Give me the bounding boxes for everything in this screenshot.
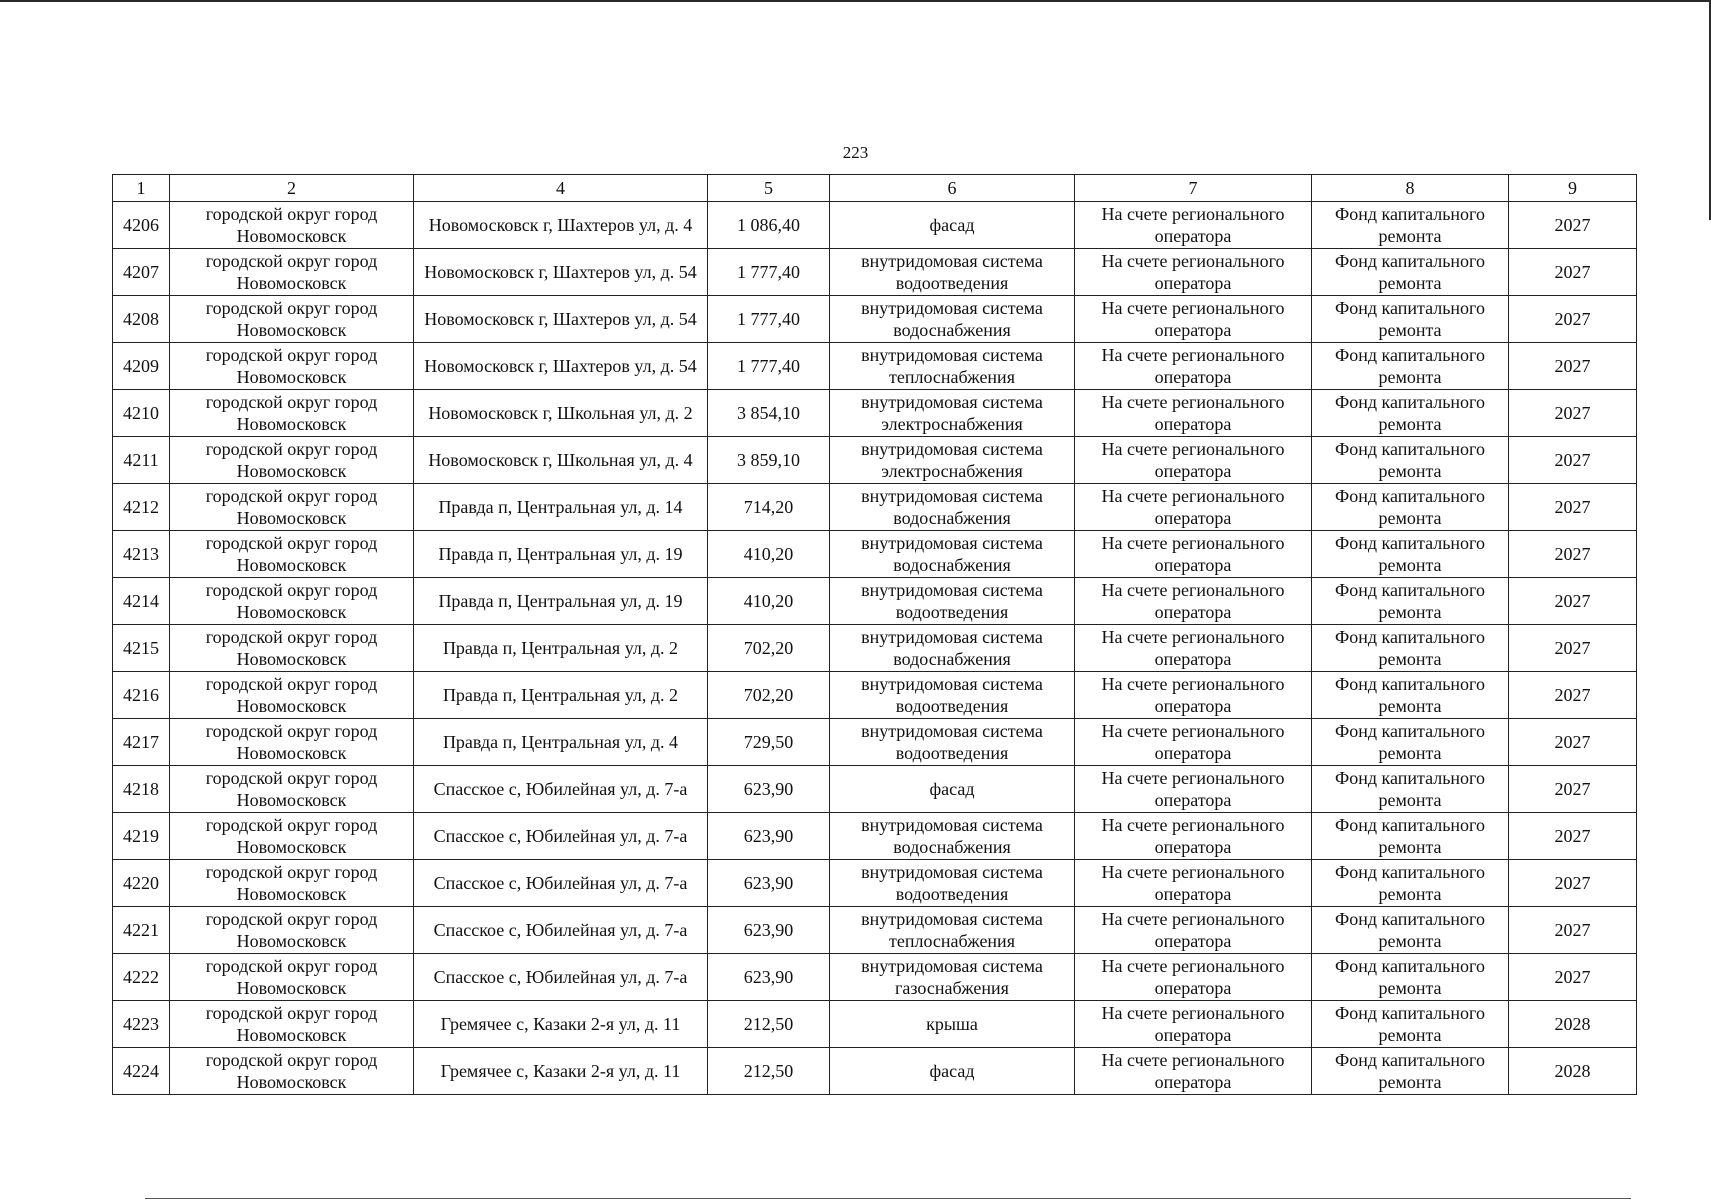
district-cell: городской округ город Новомосковск (170, 719, 414, 766)
column-number-cell: 4 (414, 175, 708, 202)
year-cell: 2027 (1509, 343, 1637, 390)
row-number-cell: 4209 (113, 343, 170, 390)
district-cell: городской округ город Новомосковск (170, 1001, 414, 1048)
repair-element-cell: фасад (830, 1048, 1075, 1095)
table-row (113, 719, 1637, 766)
fund-cell: Фонд капитального ремонта (1312, 907, 1509, 954)
fund-cell: Фонд капитального ремонта (1312, 390, 1509, 437)
account-cell: На счете регионального оператора (1075, 437, 1312, 484)
repair-element-cell: внутридомовая система электроснабжения (830, 437, 1075, 484)
capital-repair-table (112, 174, 1637, 1095)
account-cell: На счете регионального оператора (1075, 907, 1312, 954)
account-cell: На счете регионального оператора (1075, 296, 1312, 343)
year-cell: 2027 (1509, 296, 1637, 343)
row-number-cell: 4213 (113, 531, 170, 578)
repair-element-cell: внутридомовая система теплоснабжения (830, 907, 1075, 954)
area-cell: 1 777,40 (708, 249, 830, 296)
year-cell: 2027 (1509, 719, 1637, 766)
area-cell: 212,50 (708, 1048, 830, 1095)
repair-element-cell: внутридомовая система водоотведения (830, 719, 1075, 766)
district-cell: городской округ город Новомосковск (170, 907, 414, 954)
district-cell: городской округ город Новомосковск (170, 1048, 414, 1095)
year-cell: 2027 (1509, 860, 1637, 907)
address-cell: Правда п, Центральная ул, д. 19 (414, 531, 708, 578)
year-cell: 2027 (1509, 954, 1637, 1001)
district-cell: городской округ город Новомосковск (170, 531, 414, 578)
table-row (113, 390, 1637, 437)
district-cell: городской округ город Новомосковск (170, 249, 414, 296)
column-number-cell: 1 (113, 175, 170, 202)
account-cell: На счете регионального оператора (1075, 531, 1312, 578)
table-row (113, 578, 1637, 625)
district-cell: городской округ город Новомосковск (170, 437, 414, 484)
fund-cell: Фонд капитального ремонта (1312, 1001, 1509, 1048)
fund-cell: Фонд капитального ремонта (1312, 249, 1509, 296)
row-number-cell: 4223 (113, 1001, 170, 1048)
account-cell: На счете регионального оператора (1075, 813, 1312, 860)
area-cell: 702,20 (708, 672, 830, 719)
area-cell: 3 854,10 (708, 390, 830, 437)
column-number-cell: 5 (708, 175, 830, 202)
column-number-cell: 9 (1509, 175, 1637, 202)
table-row (113, 202, 1637, 249)
year-cell: 2027 (1509, 907, 1637, 954)
area-cell: 623,90 (708, 766, 830, 813)
district-cell: городской округ город Новомосковск (170, 766, 414, 813)
fund-cell: Фонд капитального ремонта (1312, 202, 1509, 249)
area-cell: 410,20 (708, 578, 830, 625)
district-cell: городской округ город Новомосковск (170, 860, 414, 907)
repair-element-cell: внутридомовая система водоснабжения (830, 531, 1075, 578)
year-cell: 2027 (1509, 625, 1637, 672)
area-cell: 623,90 (708, 813, 830, 860)
account-cell: На счете регионального оператора (1075, 343, 1312, 390)
repair-element-cell: внутридомовая система водоснабжения (830, 296, 1075, 343)
area-cell: 623,90 (708, 860, 830, 907)
account-cell: На счете регионального оператора (1075, 1001, 1312, 1048)
row-number-cell: 4208 (113, 296, 170, 343)
table-row (113, 954, 1637, 1001)
row-number-cell: 4216 (113, 672, 170, 719)
address-cell: Новомосковск г, Шахтеров ул, д. 4 (414, 202, 708, 249)
repair-element-cell: внутридомовая система водоснабжения (830, 813, 1075, 860)
repair-element-cell: фасад (830, 202, 1075, 249)
repair-element-cell: внутридомовая система водоотведения (830, 578, 1075, 625)
district-cell: городской округ город Новомосковск (170, 484, 414, 531)
account-cell: На счете регионального оператора (1075, 625, 1312, 672)
scan-edge-top (0, 0, 1711, 2)
area-cell: 702,20 (708, 625, 830, 672)
area-cell: 714,20 (708, 484, 830, 531)
fund-cell: Фонд капитального ремонта (1312, 719, 1509, 766)
address-cell: Новомосковск г, Шахтеров ул, д. 54 (414, 296, 708, 343)
year-cell: 2027 (1509, 672, 1637, 719)
district-cell: городской округ город Новомосковск (170, 343, 414, 390)
district-cell: городской округ город Новомосковск (170, 202, 414, 249)
area-cell: 623,90 (708, 954, 830, 1001)
district-cell: городской округ город Новомосковск (170, 296, 414, 343)
fund-cell: Фонд капитального ремонта (1312, 672, 1509, 719)
area-cell: 1 777,40 (708, 296, 830, 343)
fund-cell: Фонд капитального ремонта (1312, 766, 1509, 813)
table-row (113, 437, 1637, 484)
area-cell: 729,50 (708, 719, 830, 766)
address-cell: Спасское с, Юбилейная ул, д. 7-а (414, 860, 708, 907)
fund-cell: Фонд капитального ремонта (1312, 860, 1509, 907)
repair-element-cell: внутридомовая система водоснабжения (830, 484, 1075, 531)
row-number-cell: 4218 (113, 766, 170, 813)
fund-cell: Фонд капитального ремонта (1312, 954, 1509, 1001)
fund-cell: Фонд капитального ремонта (1312, 484, 1509, 531)
district-cell: городской округ город Новомосковск (170, 578, 414, 625)
repair-element-cell: внутридомовая система электроснабжения (830, 390, 1075, 437)
account-cell: На счете регионального оператора (1075, 766, 1312, 813)
table-row (113, 249, 1637, 296)
address-cell: Спасское с, Юбилейная ул, д. 7-а (414, 907, 708, 954)
address-cell: Спасское с, Юбилейная ул, д. 7-а (414, 766, 708, 813)
table-row (113, 860, 1637, 907)
table-row (113, 625, 1637, 672)
row-number-cell: 4211 (113, 437, 170, 484)
fund-cell: Фонд капитального ремонта (1312, 343, 1509, 390)
area-cell: 1 777,40 (708, 343, 830, 390)
column-number-cell: 8 (1312, 175, 1509, 202)
account-cell: На счете регионального оператора (1075, 1048, 1312, 1095)
year-cell: 2027 (1509, 249, 1637, 296)
table-row (113, 296, 1637, 343)
table-row (113, 672, 1637, 719)
address-cell: Новомосковск г, Шахтеров ул, д. 54 (414, 343, 708, 390)
column-number-cell: 7 (1075, 175, 1312, 202)
repair-element-cell: внутридомовая система газоснабжения (830, 954, 1075, 1001)
address-cell: Новомосковск г, Шахтеров ул, д. 54 (414, 249, 708, 296)
address-cell: Спасское с, Юбилейная ул, д. 7-а (414, 813, 708, 860)
fund-cell: Фонд капитального ремонта (1312, 1048, 1509, 1095)
account-cell: На счете регионального оператора (1075, 578, 1312, 625)
row-number-cell: 4217 (113, 719, 170, 766)
area-cell: 3 859,10 (708, 437, 830, 484)
row-number-cell: 4207 (113, 249, 170, 296)
fund-cell: Фонд капитального ремонта (1312, 296, 1509, 343)
table-row (113, 766, 1637, 813)
year-cell: 2027 (1509, 390, 1637, 437)
account-cell: На счете регионального оператора (1075, 484, 1312, 531)
year-cell: 2027 (1509, 484, 1637, 531)
row-number-cell: 4222 (113, 954, 170, 1001)
row-number-cell: 4214 (113, 578, 170, 625)
row-number-cell: 4220 (113, 860, 170, 907)
table-row (113, 813, 1637, 860)
address-cell: Новомосковск г, Школьная ул, д. 2 (414, 390, 708, 437)
account-cell: На счете регионального оператора (1075, 719, 1312, 766)
row-number-cell: 4224 (113, 1048, 170, 1095)
address-cell: Правда п, Центральная ул, д. 2 (414, 625, 708, 672)
repair-element-cell: внутридомовая система водоотведения (830, 672, 1075, 719)
year-cell: 2028 (1509, 1001, 1637, 1048)
scan-edge-bottom (145, 1198, 1631, 1199)
repair-element-cell: внутридомовая система теплоснабжения (830, 343, 1075, 390)
district-cell: городской округ город Новомосковск (170, 390, 414, 437)
address-cell: Правда п, Центральная ул, д. 19 (414, 578, 708, 625)
table-row (113, 1048, 1637, 1095)
row-number-cell: 4206 (113, 202, 170, 249)
column-number-cell: 2 (170, 175, 414, 202)
fund-cell: Фонд капитального ремонта (1312, 625, 1509, 672)
table-row (113, 531, 1637, 578)
column-number-cell: 6 (830, 175, 1075, 202)
fund-cell: Фонд капитального ремонта (1312, 813, 1509, 860)
repair-element-cell: крыша (830, 1001, 1075, 1048)
fund-cell: Фонд капитального ремонта (1312, 578, 1509, 625)
repair-element-cell: внутридомовая система водоотведения (830, 249, 1075, 296)
page-number: 223 (842, 143, 869, 162)
row-number-cell: 4215 (113, 625, 170, 672)
district-cell: городской округ город Новомосковск (170, 813, 414, 860)
year-cell: 2027 (1509, 202, 1637, 249)
account-cell: На счете регионального оператора (1075, 202, 1312, 249)
repair-element-cell: внутридомовая система водоснабжения (830, 625, 1075, 672)
address-cell: Правда п, Центральная ул, д. 4 (414, 719, 708, 766)
account-cell: На счете регионального оператора (1075, 672, 1312, 719)
table-row (113, 907, 1637, 954)
account-cell: На счете регионального оператора (1075, 954, 1312, 1001)
address-cell: Новомосковск г, Школьная ул, д. 4 (414, 437, 708, 484)
repair-element-cell: фасад (830, 766, 1075, 813)
account-cell: На счете регионального оператора (1075, 860, 1312, 907)
district-cell: городской округ город Новомосковск (170, 954, 414, 1001)
year-cell: 2028 (1509, 1048, 1637, 1095)
fund-cell: Фонд капитального ремонта (1312, 531, 1509, 578)
row-number-cell: 4212 (113, 484, 170, 531)
area-cell: 410,20 (708, 531, 830, 578)
row-number-cell: 4210 (113, 390, 170, 437)
area-cell: 212,50 (708, 1001, 830, 1048)
year-cell: 2027 (1509, 766, 1637, 813)
year-cell: 2027 (1509, 437, 1637, 484)
fund-cell: Фонд капитального ремонта (1312, 437, 1509, 484)
table-row (113, 1001, 1637, 1048)
year-cell: 2027 (1509, 531, 1637, 578)
address-cell: Спасское с, Юбилейная ул, д. 7-а (414, 954, 708, 1001)
district-cell: городской округ город Новомосковск (170, 625, 414, 672)
address-cell: Гремячее с, Казаки 2-я ул, д. 11 (414, 1001, 708, 1048)
address-cell: Правда п, Центральная ул, д. 2 (414, 672, 708, 719)
year-cell: 2027 (1509, 578, 1637, 625)
address-cell: Гремячее с, Казаки 2-я ул, д. 11 (414, 1048, 708, 1095)
column-number-row (113, 175, 1637, 202)
table-row (113, 484, 1637, 531)
row-number-cell: 4221 (113, 907, 170, 954)
address-cell: Правда п, Центральная ул, д. 14 (414, 484, 708, 531)
area-cell: 1 086,40 (708, 202, 830, 249)
account-cell: На счете регионального оператора (1075, 249, 1312, 296)
area-cell: 623,90 (708, 907, 830, 954)
year-cell: 2027 (1509, 813, 1637, 860)
table-row (113, 343, 1637, 390)
district-cell: городской округ город Новомосковск (170, 672, 414, 719)
account-cell: На счете регионального оператора (1075, 390, 1312, 437)
repair-element-cell: внутридомовая система водоотведения (830, 860, 1075, 907)
row-number-cell: 4219 (113, 813, 170, 860)
